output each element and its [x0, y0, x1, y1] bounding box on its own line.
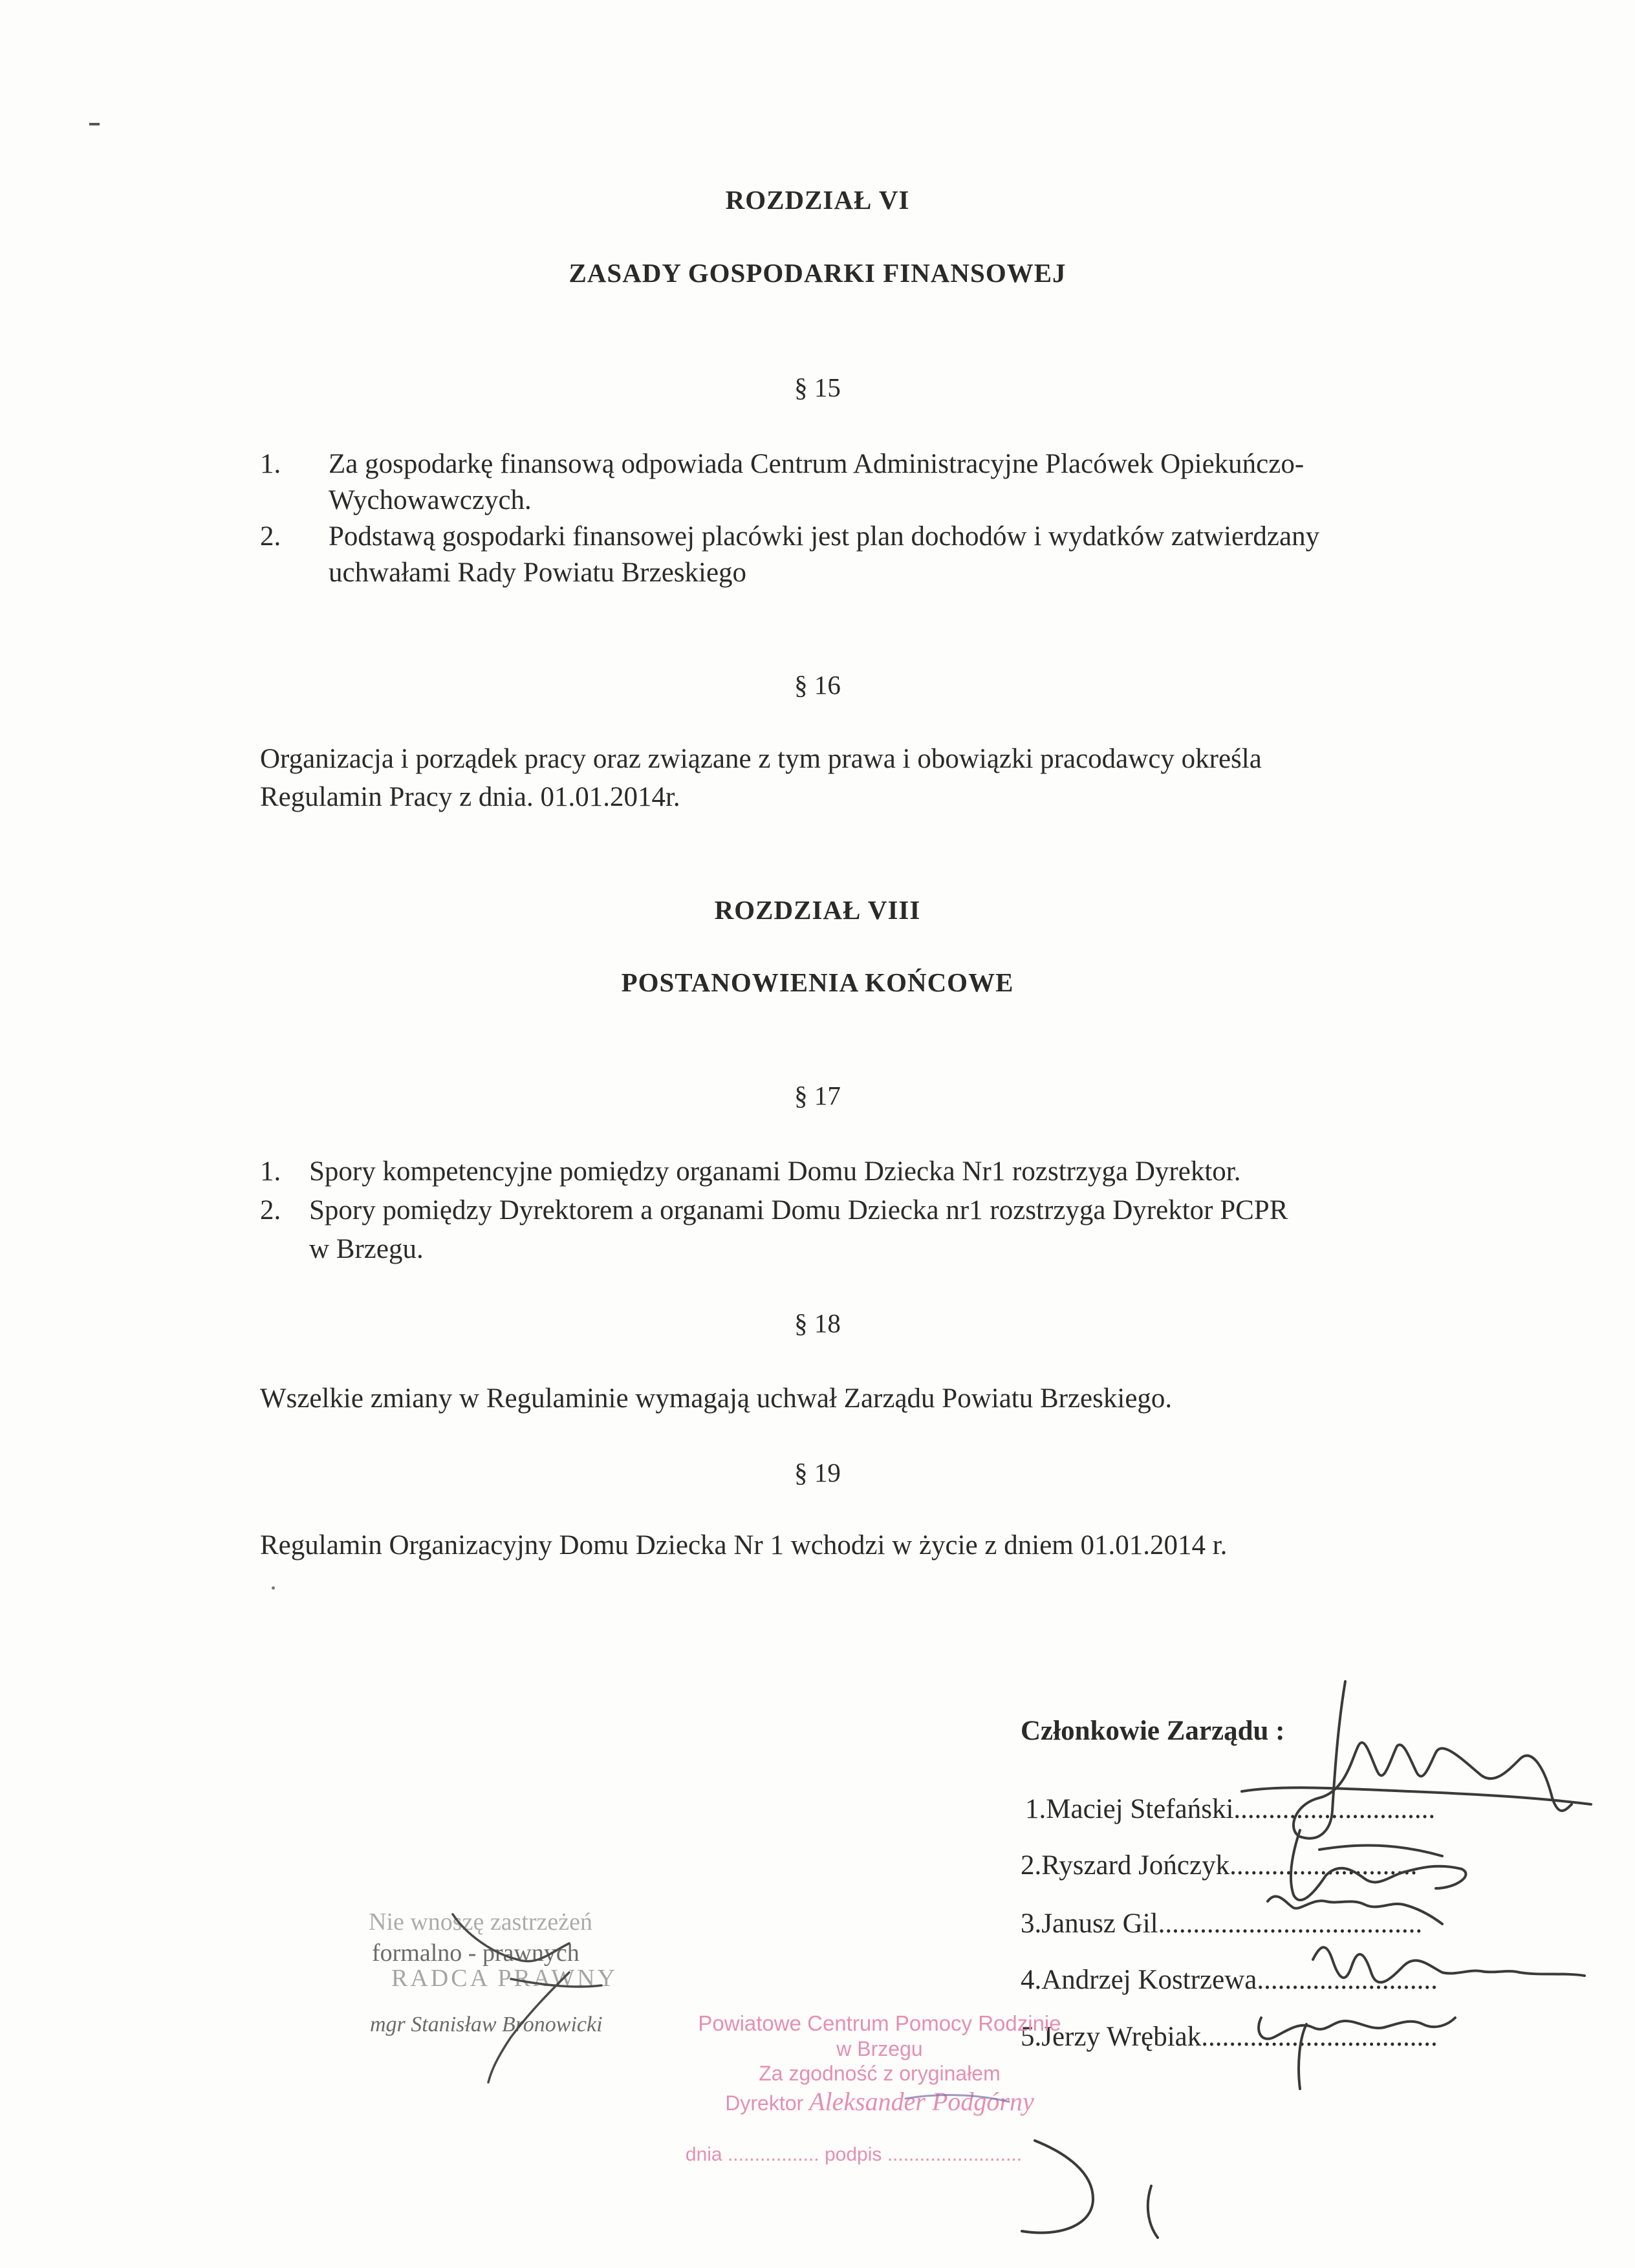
list-item-text-cont: uchwałami Rady Powiatu Brzeskiego [329, 557, 747, 588]
section-16-text: Organizacja i porządek pracy oraz związane z tym prawa i obowiązki pracodawcy określa [260, 744, 1262, 774]
stamp-line-prefix: Dyrektor [725, 2091, 804, 2115]
section-16-text-cont: Regulamin Pracy z dnia. 01.01.2014r. [260, 782, 680, 812]
section-19-sign: § 19 [794, 1458, 841, 1487]
section-18-sign: § 18 [794, 1308, 841, 1338]
chapter-8-subtitle: POSTANOWIENIA KOŃCOWE [621, 967, 1014, 997]
list-item-text-cont: w Brzegu. [309, 1234, 424, 1264]
list-item-text: Podstawą gospodarki finansowej placówki jest plan dochodów i wydatków zatwierdzany [329, 521, 1320, 552]
stamp-line: Za zgodność z oryginałem [759, 2062, 1001, 2085]
list-item-number: 2. [260, 1195, 281, 1226]
stamp-line: w Brzegu [836, 2037, 923, 2060]
board-member: 5.Jerzy Wrębiak.................................. [1021, 2022, 1438, 2052]
list-item-text-cont: Wychowawczych. [329, 485, 532, 515]
board-member: 2.Ryszard Jończyk........................... [1021, 1850, 1418, 1881]
list-item-text: Za gospodarkę finansową odpowiada Centrum Administracyjne Placówek Opiekuńczo- [329, 449, 1305, 479]
stamp-director-name: Aleksander Podgórny [809, 2087, 1034, 2116]
stamp-line: formalno - prawnych [372, 1939, 579, 1967]
section-16-sign: § 16 [794, 670, 841, 700]
scan-speck [272, 1586, 275, 1590]
chapter-6-title: ROZDZIAŁ VI [725, 185, 910, 215]
list-item-number: 1. [260, 449, 281, 479]
stamp-line: RADCA PRAWNY [391, 1965, 618, 1992]
chapter-8-title: ROZDZIAŁ VIII [714, 895, 921, 925]
board-member: 4.Andrzej Kostrzewa.......................... [1021, 1965, 1438, 1995]
list-item-text: Spory pomiędzy Dyrektorem a organami Domu Dziecka nr1 rozstrzyga Dyrektor PCPR [309, 1195, 1288, 1226]
list-item-number: 2. [260, 521, 281, 552]
list-item-number: 1. [260, 1156, 281, 1187]
section-19-text: Regulamin Organizacyjny Domu Dziecka Nr 1 wchodzi w życie z dniem 01.01.2014 r. [260, 1530, 1228, 1561]
board-member: 3.Janusz Gil...................................... [1021, 1908, 1423, 1939]
stamp-line: dnia ................. podpis ......................... [685, 2144, 1023, 2165]
list-item-text: Spory kompetencyjne pomiędzy organami Domu Dziecka Nr1 rozstrzyga Dyrektor. [309, 1156, 1241, 1187]
section-15-sign: § 15 [794, 373, 841, 402]
board-member: 1.Maciej Stefański............................. [1025, 1794, 1436, 1824]
board-heading: Członkowie Zarządu : [1021, 1716, 1285, 1746]
stamp-line: mgr Stanisław Bronowicki [370, 2013, 603, 2036]
section-18-text: Wszelkie zmiany w Regulaminie wymagają uchwał Zarządu Powiatu Brzeskiego. [260, 1383, 1173, 1414]
section-17-sign: § 17 [794, 1081, 841, 1110]
stamp-line: Powiatowe Centrum Pomocy Rodzinie [698, 2011, 1061, 2035]
scan-speck [89, 123, 100, 125]
stamp-line: Nie wnoszę zastrzeżeń [369, 1908, 593, 1936]
chapter-6-subtitle: ZASADY GOSPODARKI FINANSOWEJ [568, 258, 1067, 288]
